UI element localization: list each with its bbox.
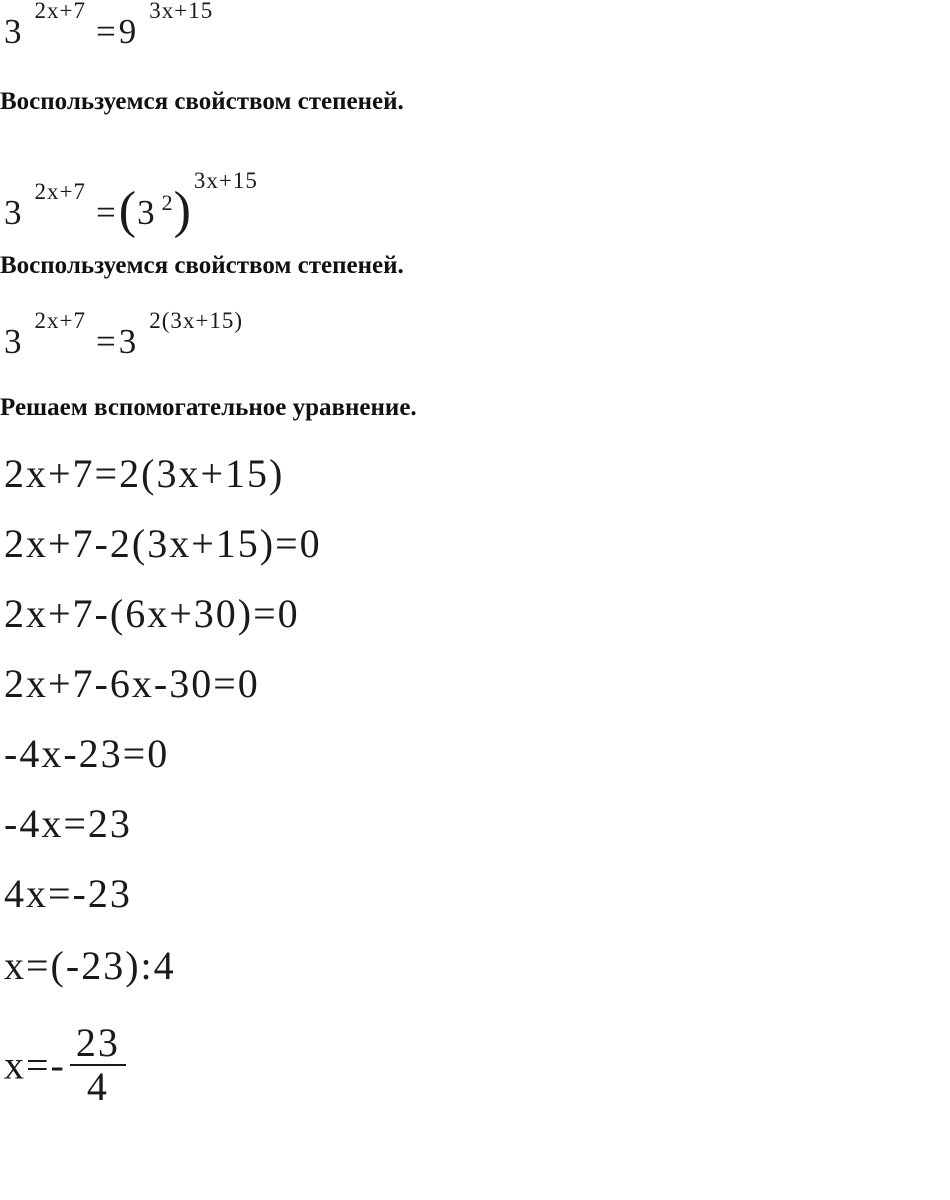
solution-step-4: 2x+7-6x-30=0 xyxy=(4,661,260,706)
solution-step-6: -4x=23 xyxy=(4,801,132,846)
exponent-left: 2x+7 xyxy=(34,0,86,23)
exponent-right: 3x+15 xyxy=(149,0,214,23)
note-auxiliary-equation: Решаем вспомогательное уравнение. xyxy=(0,394,417,421)
fraction xyxy=(70,1022,126,1108)
open-paren: ( xyxy=(118,182,138,239)
solution-step-7: 4x=-23 xyxy=(4,871,132,916)
solution-step-2: 2x+7-2(3x+15)=0 xyxy=(4,521,322,566)
final-lhs: x=- xyxy=(4,1042,66,1088)
base-right: 3 xyxy=(118,322,138,361)
equals-sign: = xyxy=(95,322,117,361)
equals-sign: = xyxy=(95,12,117,51)
solution-step-3: 2x+7-(6x+30)=0 xyxy=(4,591,300,636)
inner-base: 3 xyxy=(137,193,156,232)
base-left: 3 xyxy=(4,193,23,232)
note-power-property-1: Воспользуемся свойством степеней. xyxy=(0,88,404,115)
exponent-right: 2(3x+15) xyxy=(149,308,244,333)
exponent-left: 2x+7 xyxy=(34,308,86,333)
inner-exponent: 2 xyxy=(161,190,174,215)
equation-same-base xyxy=(4,308,244,362)
base-right: 9 xyxy=(118,12,138,51)
outer-exponent: 3x+15 xyxy=(193,168,258,193)
solution-step-1: 2x+7=2(3x+15) xyxy=(4,451,285,496)
fraction-numerator: 23 xyxy=(70,1022,126,1066)
equation-power-of-power xyxy=(4,168,258,239)
close-paren: ) xyxy=(173,182,192,239)
base-left: 3 xyxy=(4,322,23,361)
base-left: 3 xyxy=(4,12,23,51)
solution-step-8: x=(-23):4 xyxy=(4,943,176,988)
note-power-property-2: Воспользуемся свойством степеней. xyxy=(0,252,404,279)
solution-step-5: -4x-23=0 xyxy=(4,731,170,776)
fraction-denominator: 4 xyxy=(86,1064,109,1109)
equals-sign: = xyxy=(95,193,117,232)
exponent-left: 2x+7 xyxy=(34,179,86,204)
final-answer xyxy=(4,1022,126,1108)
equation-original xyxy=(4,0,214,52)
